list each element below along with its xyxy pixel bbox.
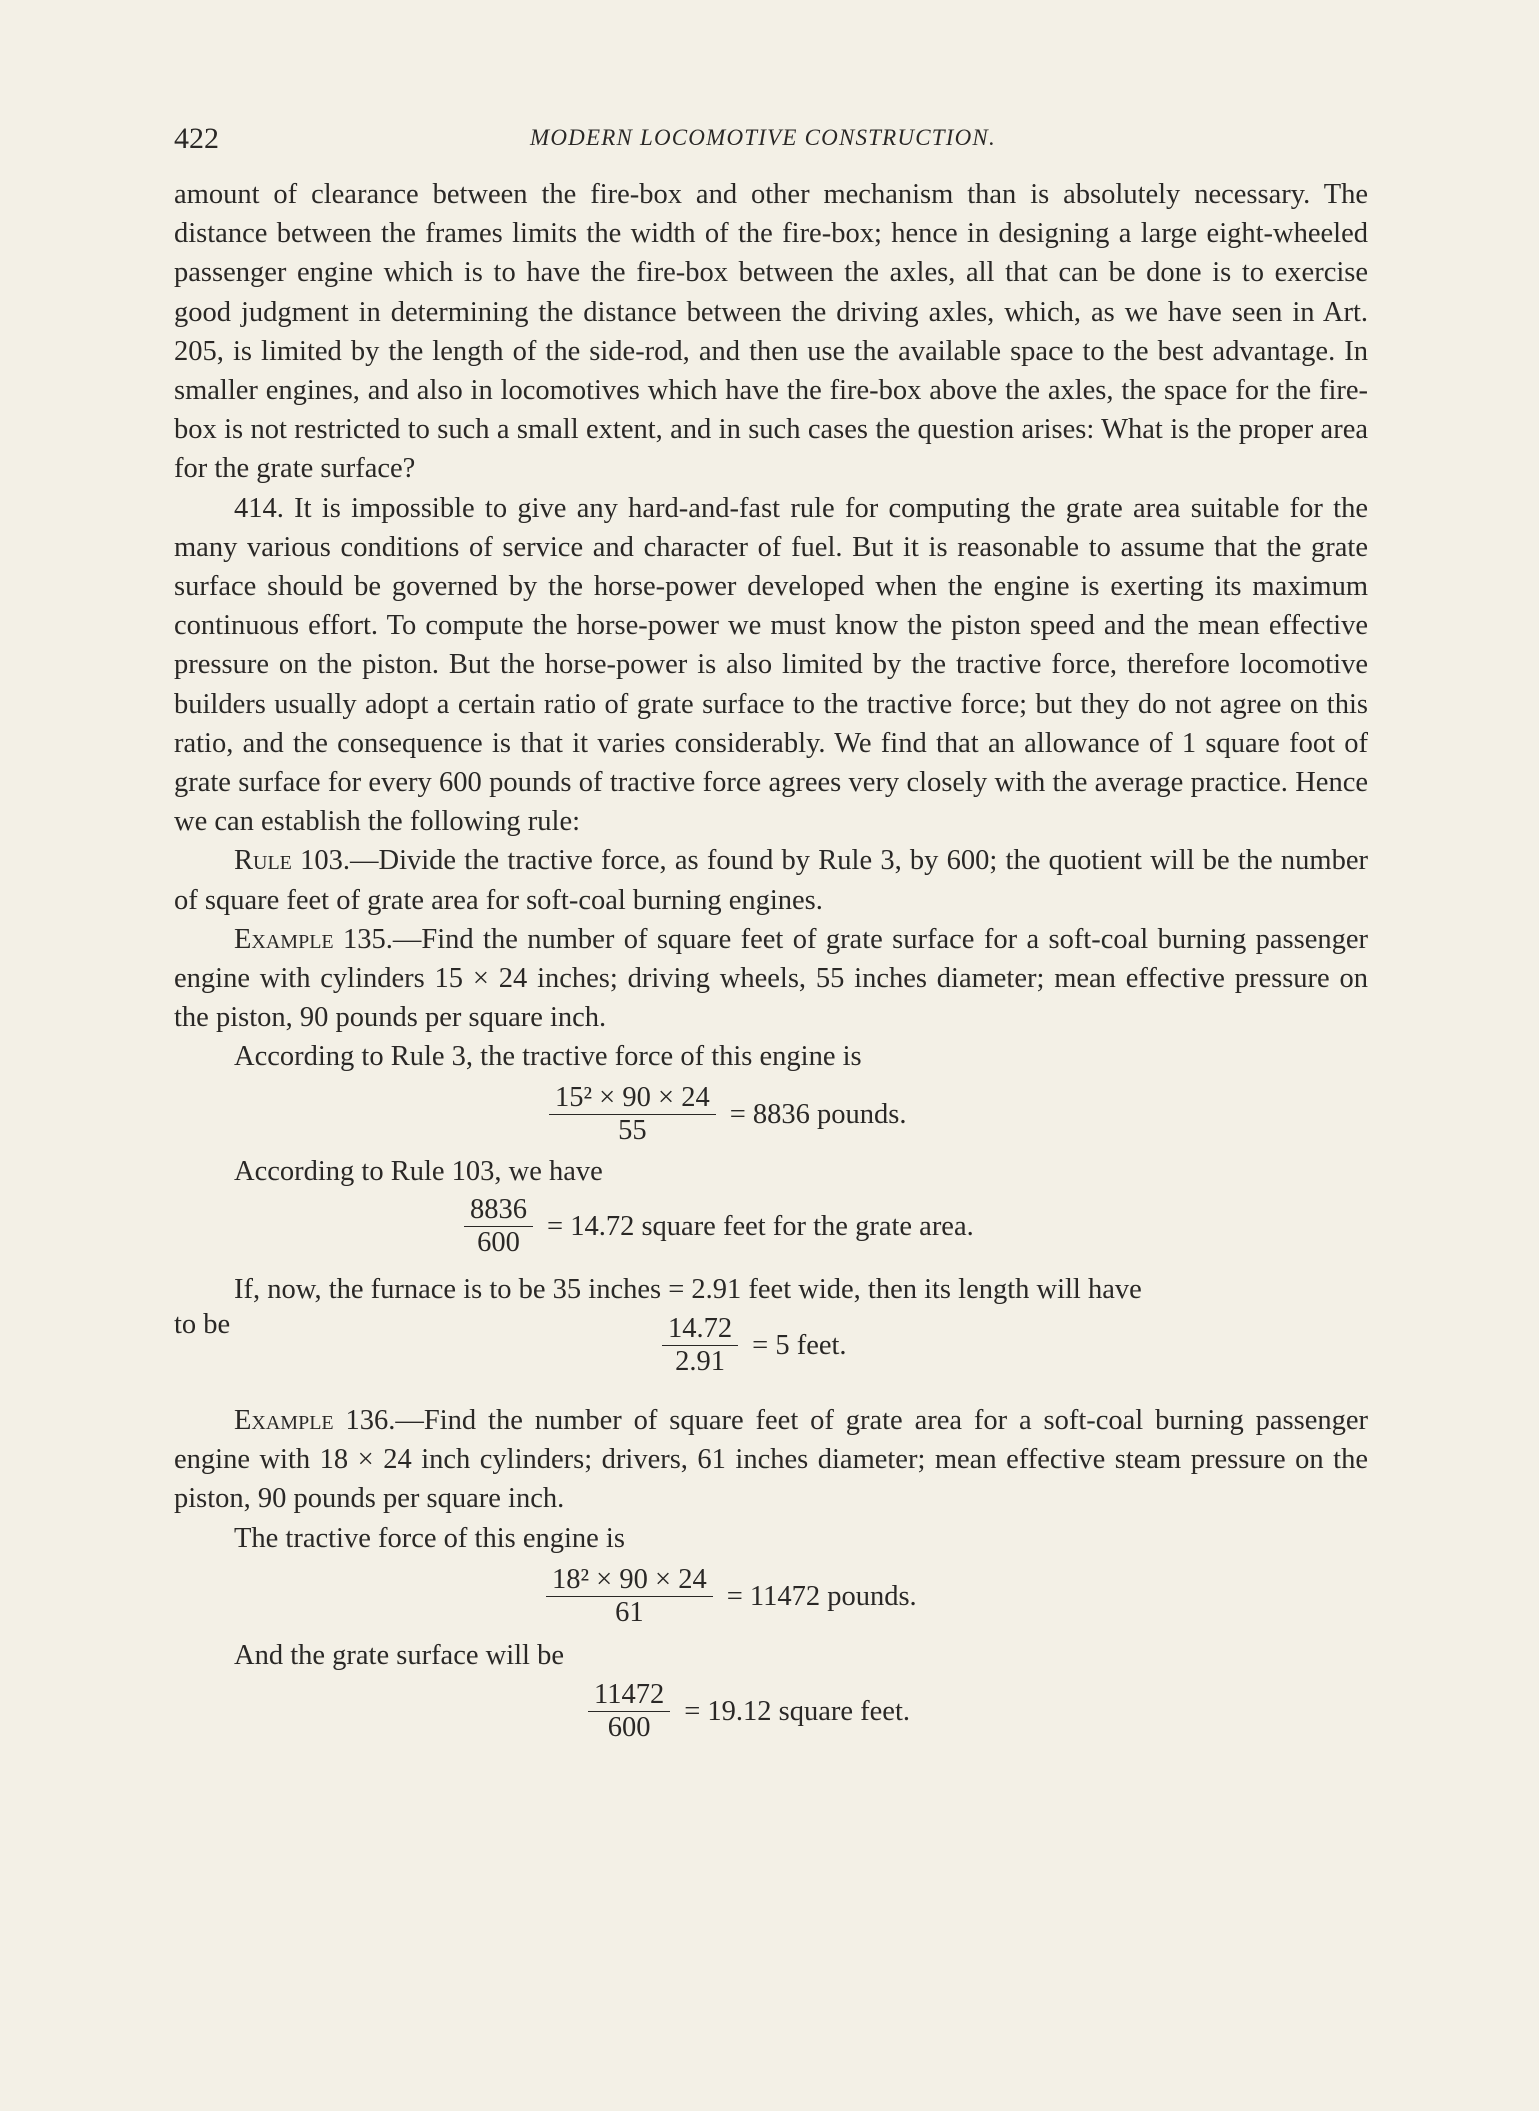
page-header	[174, 122, 1368, 166]
equation-result: = 5 feet.	[752, 1329, 847, 1361]
fraction	[662, 1313, 738, 1378]
denominator: 600	[607, 1712, 651, 1744]
numerator: 11472	[594, 1679, 665, 1711]
running-title: MODERN LOCOMOTIVE CONSTRUCTION.	[530, 125, 996, 150]
example-135-text: 135.—Find the number of square feet of grate surface for a soft-coal burning passenger engine with cylinders 15 × 24 inches; driving wheels, 55 inches diameter; mean effective pressure on the piston, 90 pounds per square inch.	[174, 923, 1368, 1034]
numerator: 14.72	[668, 1313, 733, 1345]
fraction	[549, 1082, 716, 1147]
example-136-label: Example	[234, 1405, 334, 1437]
equation-3	[662, 1313, 847, 1378]
paragraph-furnace: If, now, the furnace is to be 35 inches = 2.91 feet wide, then its length will have	[234, 1273, 1142, 1305]
example-135	[174, 920, 1368, 1038]
example-136-text: 136.—Find the number of square feet of grate area for a soft-coal burning passenger engine with 18 × 24 inch cylinders; drivers, 61 inches diameter; mean effective steam pressure on the piston, 90 pounds per square inch.	[174, 1405, 1368, 1515]
paragraph-grate: And the grate surface will be	[234, 1639, 564, 1671]
equation-result: = 8836 pounds.	[729, 1098, 907, 1130]
paragraph-clearance: amount of clearance between the fire-box and other mechanism than is absolutely necessary. The distance between the frames limits the width of the fire-box; hence in designing a large eight-wheeled passenger engine which is to have the fire-box between the axles, all that can be done is to exercise good judgment in determining the distance between the driving axles, which, as we have seen in Art. 205, is limited by the length of the side-rod, and then use the available space to the best advantage. In smaller engines, and also in locomotives which have the fire-box above the axles, the space for the fire-box is not restricted to such a small extent, and in such cases the question arises: What is the proper area for the grate surface?	[174, 179, 1368, 485]
equation-2	[464, 1194, 1368, 1268]
fraction	[588, 1679, 670, 1744]
paragraph-rule-3: According to Rule 3, the tractive force of this engine is	[234, 1041, 862, 1073]
rule-text: 103.—Divide the tractive force, as found by Rule 3, by 600; the quotient will be the number of square feet of grate area for soft-coal burning engines.	[174, 845, 1368, 916]
equation-result: = 14.72 square feet for the grate area.	[547, 1210, 974, 1242]
page-number: 422	[174, 122, 219, 155]
fraction	[464, 1194, 533, 1259]
denominator: 2.91	[675, 1346, 725, 1378]
equation-5	[588, 1679, 1368, 1753]
numerator: 8836	[470, 1193, 527, 1225]
fraction	[546, 1564, 713, 1629]
page-body	[174, 175, 1368, 1753]
rule-label: Rule	[234, 845, 292, 877]
denominator: 61	[615, 1596, 644, 1628]
paragraph-rule-103: According to Rule 103, we have	[234, 1155, 603, 1187]
equation-1	[549, 1082, 1368, 1156]
rule-103	[174, 841, 1368, 919]
paragraph-414: 414. It is impossible to give any hard-and-fast rule for computing the grate area suitable for the many various conditions of service and character of fuel. But it is reasonable to assume that the grate surface should be governed by the horse-power developed when the engine is exerting its maximum continuous effort. To compute the horse-power we must know the piston speed and the mean effective pressure on the piston. But the horse-power is also limited by the tractive force, therefore locomotive builders usually adopt a certain ratio of grate surface to the tractive force; but they do not agree on this ratio, and the consequence is that it varies considerably. We find that an allowance of 1 square foot of grate surface for every 600 pounds of tractive force agrees very closely with the average practice. Hence we can establish the following rule:	[174, 492, 1368, 838]
numerator: 15² × 90 × 24	[555, 1081, 710, 1113]
equation-result: = 19.12 square feet.	[684, 1695, 910, 1727]
equation-3-line	[174, 1309, 1368, 1387]
equation-result: = 11472 pounds.	[726, 1580, 917, 1612]
equation-4	[546, 1564, 1368, 1638]
to-be-text: to be	[174, 1309, 231, 1341]
example-136	[174, 1401, 1368, 1519]
paragraph-tractive: The tractive force of this engine is	[234, 1522, 625, 1554]
numerator: 18² × 90 × 24	[552, 1563, 707, 1595]
denominator: 600	[477, 1226, 520, 1258]
denominator: 55	[618, 1114, 647, 1146]
example-135-label: Example	[234, 923, 334, 955]
